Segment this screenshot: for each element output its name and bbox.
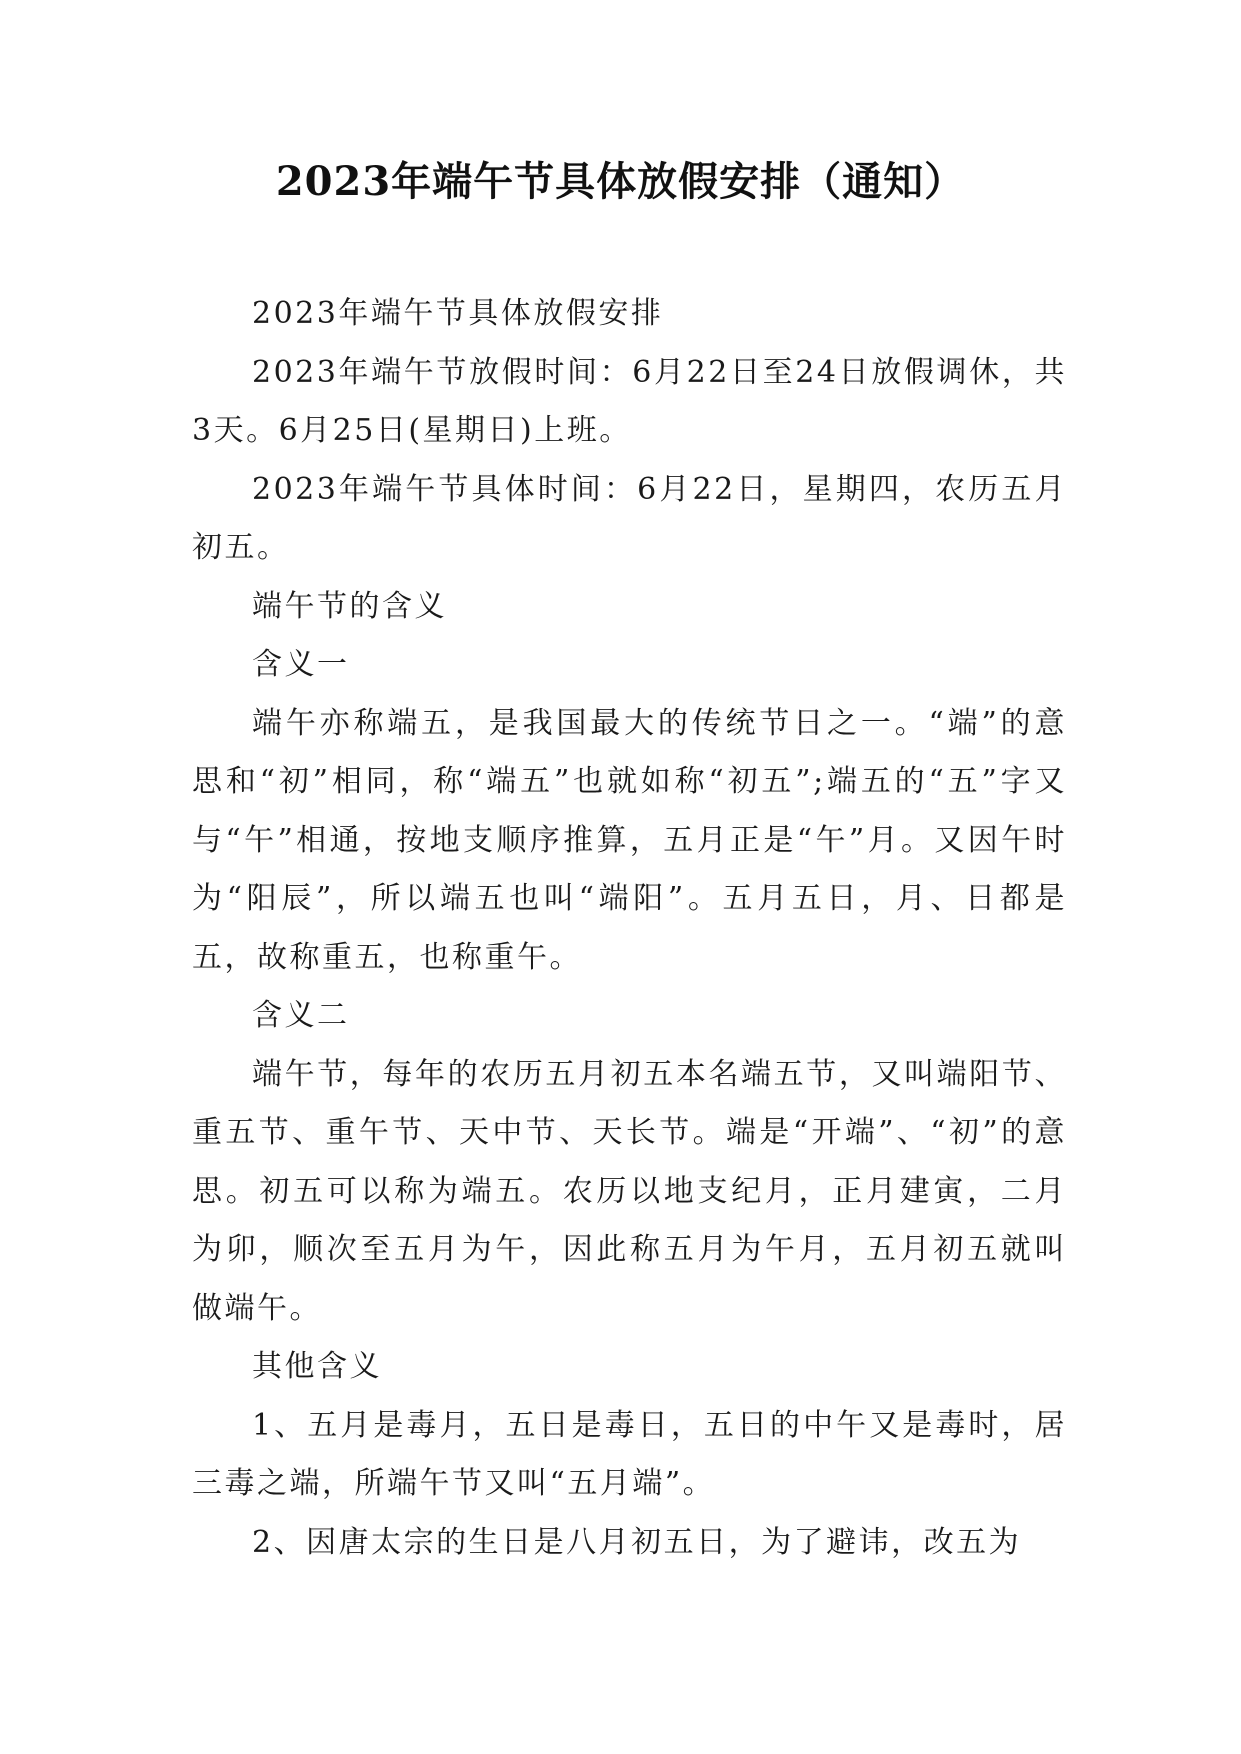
paragraph-holiday-dates: 2023年端午节放假时间：6月22日至24日放假调休，共3天。6月25日(星期日)上班。 <box>192 354 1067 448</box>
section-heading-meaning: 端午节的含义 <box>252 588 447 624</box>
paragraph-meaning-one: 端午亦称端五，是我国最大的传统节日之一。“端”的意思和“初”相同，称“端五”也就如称“初五”;端五的“五”字又与“午”相通，按地支顺序推算，五月正是“午”月。又因午时为“阳辰”，所以端五也叫“端阳”。五月五日，月、日都是五，故称重五，也称重午。 <box>192 705 1067 975</box>
paragraph-festival-date: 2023年端午节具体时间：6月22日，星期四，农历五月初五。 <box>192 471 1067 565</box>
paragraph-other-meaning-2: 2、因唐太宗的生日是八月初五日，为了避讳，改五为 <box>252 1524 1022 1560</box>
subheading-meaning-one: 含义一 <box>252 647 350 682</box>
paragraph-other-meaning-1: 1、五月是毒月，五日是毒日，五日的中午又是毒时，居三毒之端，所端午节又叫“五月端”。 <box>192 1407 1067 1501</box>
document-title: 2023年端午节具体放假安排（通知） <box>275 158 966 205</box>
subheading-meaning-two: 含义二 <box>252 998 350 1033</box>
subheading-other-meanings: 其他含义 <box>252 1349 382 1384</box>
document-body <box>192 285 1067 1572</box>
paragraph-heading: 2023年端午节具体放假安排 <box>252 296 664 331</box>
paragraph-meaning-two: 端午节，每年的农历五月初五本名端五节，又叫端阳节、重五节、重午节、天中节、天长节。端是“开端”、“初”的意思。初五可以称为端五。农历以地支纪月，正月建寅，二月为卯，顺次至五月为午，因此称五月为午月，五月初五就叫做端午。 <box>192 1056 1067 1326</box>
